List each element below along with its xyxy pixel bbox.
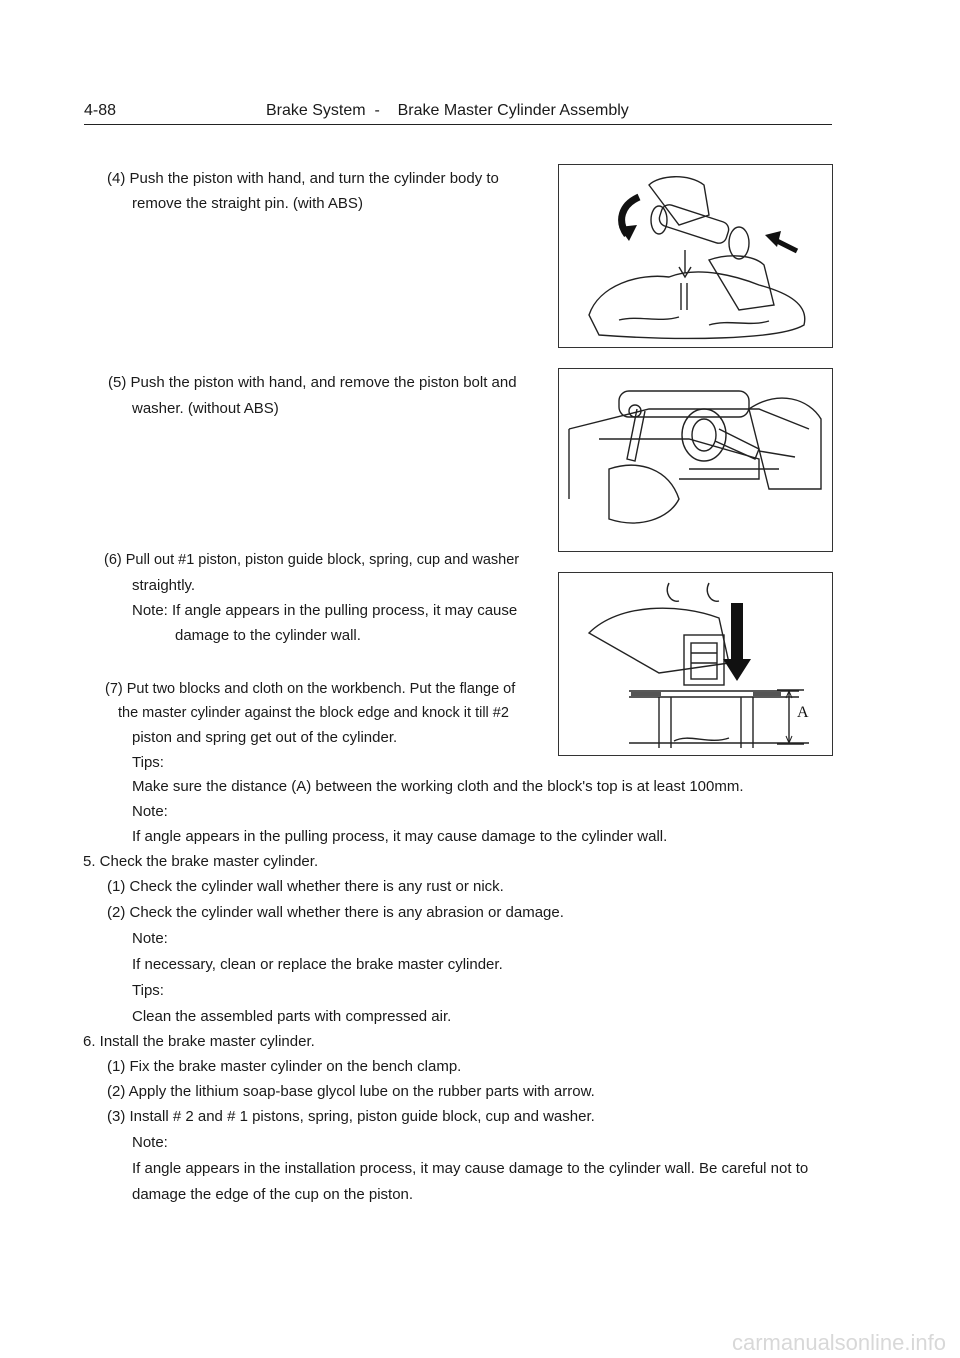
illustration-hands-cylinder xyxy=(559,165,832,347)
step-7-line-3: piston and spring get out of the cylinder. xyxy=(132,729,398,746)
step-4-line-1: (4) Push the piston with hand, and turn the cylinder body to xyxy=(107,170,499,187)
figure-remove-straight-pin xyxy=(558,164,833,348)
step-7-note-label: Note: xyxy=(132,803,168,820)
section-5-step-2: (2) Check the cylinder wall whether there is any abrasion or damage. xyxy=(107,904,564,921)
section-6-step-3: (3) Install # 2 and # 1 pistons, spring, piston guide block, cup and washer. xyxy=(107,1108,595,1125)
section-6-title: 6. Install the brake master cylinder. xyxy=(83,1033,315,1050)
section-5-tips-text: Clean the assembled parts with compressed air. xyxy=(132,1008,452,1025)
step-7-tips-text: Make sure the distance (A) between the working cloth and the block's top is at least 100mm. xyxy=(132,778,744,795)
section-6-step-1: (1) Fix the brake master cylinder on the bench clamp. xyxy=(107,1058,462,1075)
illustration-wrench-piston xyxy=(559,369,832,551)
section-5-step-1: (1) Check the cylinder wall whether there is any rust or nick. xyxy=(107,878,504,895)
section-6-note-line-1: If angle appears in the installation process, it may cause damage to the cylinder wall. Be careful not to xyxy=(132,1160,809,1177)
figure-knock-out-piston xyxy=(558,572,833,756)
section-5-note-label: Note: xyxy=(132,930,168,947)
section-5-note-text: If necessary, clean or replace the brake master cylinder. xyxy=(132,956,503,973)
page-header-title: Brake System - Brake Master Cylinder Assembly xyxy=(266,102,629,119)
step-7-line-2: the master cylinder against the block edge and knock it till #2 xyxy=(118,705,509,721)
figure-remove-piston-bolt xyxy=(558,368,833,552)
step-6-line-1: (6) Pull out #1 piston, piston guide block, spring, cup and washer xyxy=(104,552,520,568)
figure-label-a: A xyxy=(797,704,809,721)
illustration-knock-cylinder xyxy=(559,573,832,755)
step-6-note-cont: damage to the cylinder wall. xyxy=(175,627,361,644)
section-6-note-line-2: damage the edge of the cup on the piston. xyxy=(132,1186,414,1203)
page-number: 4-88 xyxy=(84,102,117,119)
step-6-note: Note: If angle appears in the pulling process, it may cause xyxy=(132,602,518,619)
section-5-title: 5. Check the brake master cylinder. xyxy=(83,853,319,870)
section-6-step-2: (2) Apply the lithium soap-base glycol lube on the rubber parts with arrow. xyxy=(107,1083,595,1100)
step-5-line-1: (5) Push the piston with hand, and remove the piston bolt and xyxy=(108,374,517,391)
step-7-tips-label: Tips: xyxy=(132,754,164,771)
section-6-note-label: Note: xyxy=(132,1134,168,1151)
step-4-line-2: remove the straight pin. (with ABS) xyxy=(132,195,363,212)
section-5-tips-label: Tips: xyxy=(132,982,164,999)
step-7-note-text: If angle appears in the pulling process, it may cause damage to the cylinder wall. xyxy=(132,828,668,845)
header-rule xyxy=(84,124,832,125)
step-7-line-1: (7) Put two blocks and cloth on the workbench. Put the flange of xyxy=(105,681,516,697)
step-5-line-2: washer. (without ABS) xyxy=(132,400,279,417)
step-6-line-2: straightly. xyxy=(132,577,196,594)
watermark: carmanualsonline.info xyxy=(731,1330,946,1355)
